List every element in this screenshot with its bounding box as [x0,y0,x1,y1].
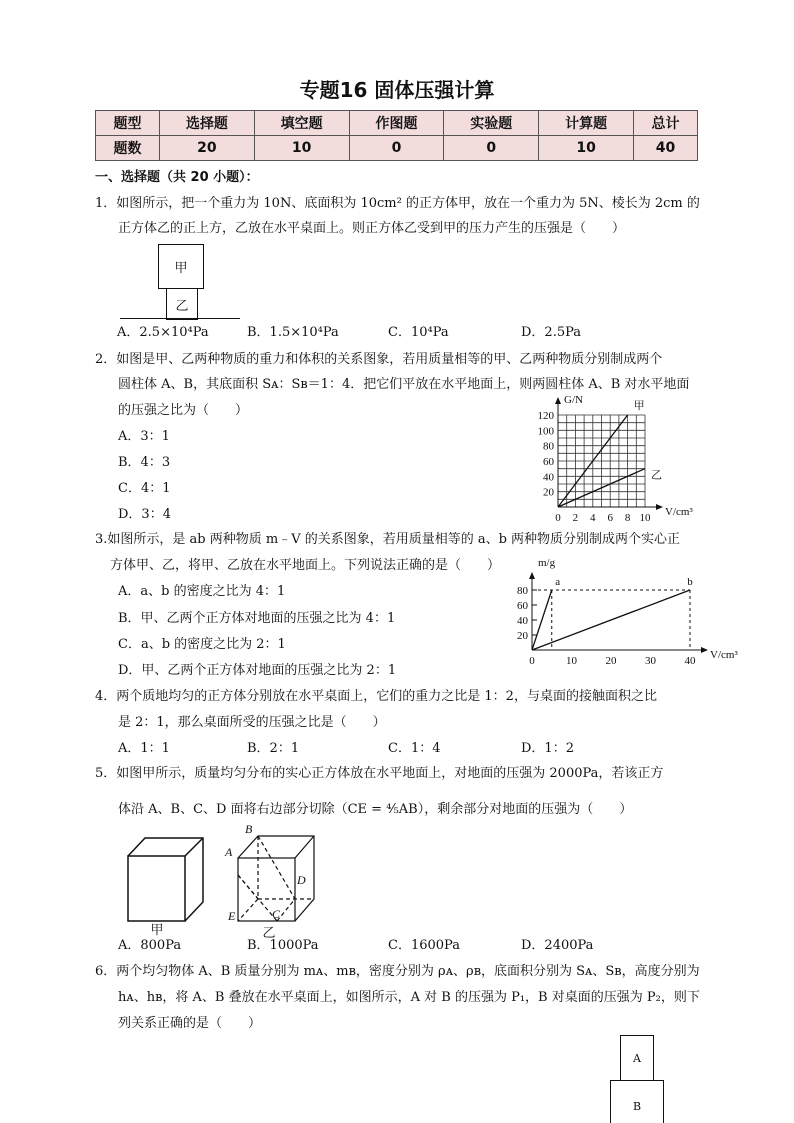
option-a: A．800Pa [118,938,182,953]
question-line: 6．两个均匀物体 A、B 质量分别为 mᴀ、mʙ，密度分别为 ρᴀ、ρʙ，底面积分别为 Sᴀ、Sʙ，高度分别为 [95,964,700,979]
series-label: b [687,576,693,588]
question-line: 方体甲、乙，将甲、乙放在水平地面上。下列说法正确的是（ ） [110,558,501,573]
y-tick-label: 60 [517,600,528,612]
option-c: C．1：4 [388,741,441,756]
label-B: B [245,822,253,836]
y-axis-label: m/g [538,557,556,569]
y-tick-label: 120 [537,410,554,422]
label-C: C [272,907,281,921]
series-label: 乙 [651,469,662,482]
y-tick-label: 20 [517,630,528,642]
cube-jia [128,838,203,921]
table-cell: 0 [444,136,539,161]
option-d: D．3：4 [118,507,171,522]
x-tick-label: 8 [624,512,631,524]
question-line: 4．两个质地均匀的正方体分别放在水平桌面上，它们的重力之比是 1：2，与桌面的接触面积之比 [95,689,657,704]
label-A: A [225,845,233,859]
x-tick-label: 0 [529,655,535,667]
option-a: A．2.5×10⁴Pa [117,325,209,340]
question-line: 1．如图所示，把一个重力为 10N、底面积为 10cm² 的正方体甲，放在一个重力为 5N、棱长为 2cm 的 [95,196,700,211]
table-cell: 10 [539,136,634,161]
x-tick-label: 0 [555,512,561,524]
figure-block-b: B [610,1080,664,1123]
table-cell: 计算题 [539,111,634,136]
section-heading: 一、选择题（共 20 小题）： [95,170,259,185]
page-title: 专题16 固体压强计算 [299,78,495,102]
question-line: 5．如图甲所示，质量均匀分布的实心正方体放在水平地面上，对地面的压强为 2000Pa，若该正方 [95,766,664,781]
option-a: A．3：1 [118,429,170,444]
figure-block-jia: 甲 [158,244,204,289]
option-d: D．2400Pa [521,938,594,953]
figure-block-a: A [620,1035,654,1081]
x-tick-label: 2 [572,512,579,524]
question-line: 的压强之比为（ ） [118,403,249,418]
y-axis-label: G/N [564,394,583,406]
option-b: B．4：3 [118,455,171,470]
table-cell: 题数 [96,136,160,161]
x-tick-label: 10 [639,512,651,524]
x-axis-label: V/cm³ [710,649,738,661]
question-line: 3.如图所示，是 ab 两种物质 m﹣V 的关系图象，若用质量相等的 a、b 两种物质分别制成两个实心正 [95,532,681,547]
table-cell: 40 [634,136,698,161]
option-a: A．1：1 [118,741,170,756]
table-cell: 作图题 [349,111,444,136]
x-tick-label: 30 [645,655,656,667]
label-E: E [228,909,236,923]
y-tick-label: 20 [543,486,554,499]
option-b: B．1000Pa [247,938,319,953]
option-c: C．4：1 [118,481,171,496]
y-tick-label: 80 [517,585,528,597]
option-d: D．2.5Pa [521,325,582,340]
question-line: 是 2：1，那么桌面所受的压强之比是（ ） [118,715,386,730]
option-b: B．2：1 [247,741,300,756]
table-cell: 总计 [634,111,698,136]
option-b: B．1.5×10⁴Pa [247,325,339,340]
table-cell: 实验题 [444,111,539,136]
table-cell: 20 [159,136,254,161]
question-line: hᴀ、hʙ，将 A、B 叠放在水平桌面上，如图所示，A 对 B 的压强为 P₁，B 对桌面的压强为 P₂，则下 [118,990,700,1005]
x-axis-label: V/cm³ [665,506,693,518]
x-tick-label: 10 [566,655,577,667]
y-tick-label: 60 [543,456,554,468]
y-tick-label: 80 [543,440,554,453]
option-c: C．a、b 的密度之比为 2：1 [118,637,286,652]
option-a: A．a、b 的密度之比为 4：1 [118,584,286,599]
option-b: B．甲、乙两个正方体对地面的压强之比为 4：1 [118,611,396,626]
series-label: a [555,576,561,588]
question-line: 体沿 A、B、C、D 面将右边部分切除（CE = ⁴⁄₅AB），剩余部分对地面的压强为（ ） [118,802,633,817]
question-line: 正方体乙的正上方，乙放在水平桌面上。则正方体乙受到甲的压力产生的压强是（ ） [118,221,626,236]
x-tick-label: 4 [590,512,596,524]
table-cell: 10 [254,136,349,161]
option-c: C．10⁴Pa [388,325,449,340]
option-d: D．甲、乙两个正方体对地面的压强之比为 2：1 [118,663,397,678]
question-line: 圆柱体 A、B，其底面积 Sᴀ：Sʙ＝1：4．把它们平放在水平地面上，则两圆柱体 A、B 对水平地面 [118,377,690,392]
label-jia: 甲 [150,922,164,937]
table-cell: 填空题 [254,111,349,136]
x-tick-label: 6 [607,512,613,524]
figure-block-yi: 乙 [166,288,198,320]
series-label: 甲 [633,400,645,412]
label-yi: 乙 [262,925,276,940]
option-c: C．1600Pa [388,938,460,953]
question-line: 2．如图是甲、乙两种物质的重力和体积的关系图象，若用质量相等的甲、乙两种物质分别制成两个 [95,352,663,367]
x-tick-label: 40 [684,655,696,667]
table-cell: 题型 [96,111,160,136]
question-line: 列关系正确的是（ ） [118,1016,262,1031]
option-d: D．1：2 [521,741,574,756]
y-tick-label: 100 [537,425,554,438]
table-cell: 0 [349,136,444,161]
table-cell: 选择题 [159,111,254,136]
x-tick-label: 20 [605,655,617,667]
label-D: D [297,873,306,887]
y-tick-label: 40 [543,471,554,484]
y-tick-label: 40 [517,615,528,627]
